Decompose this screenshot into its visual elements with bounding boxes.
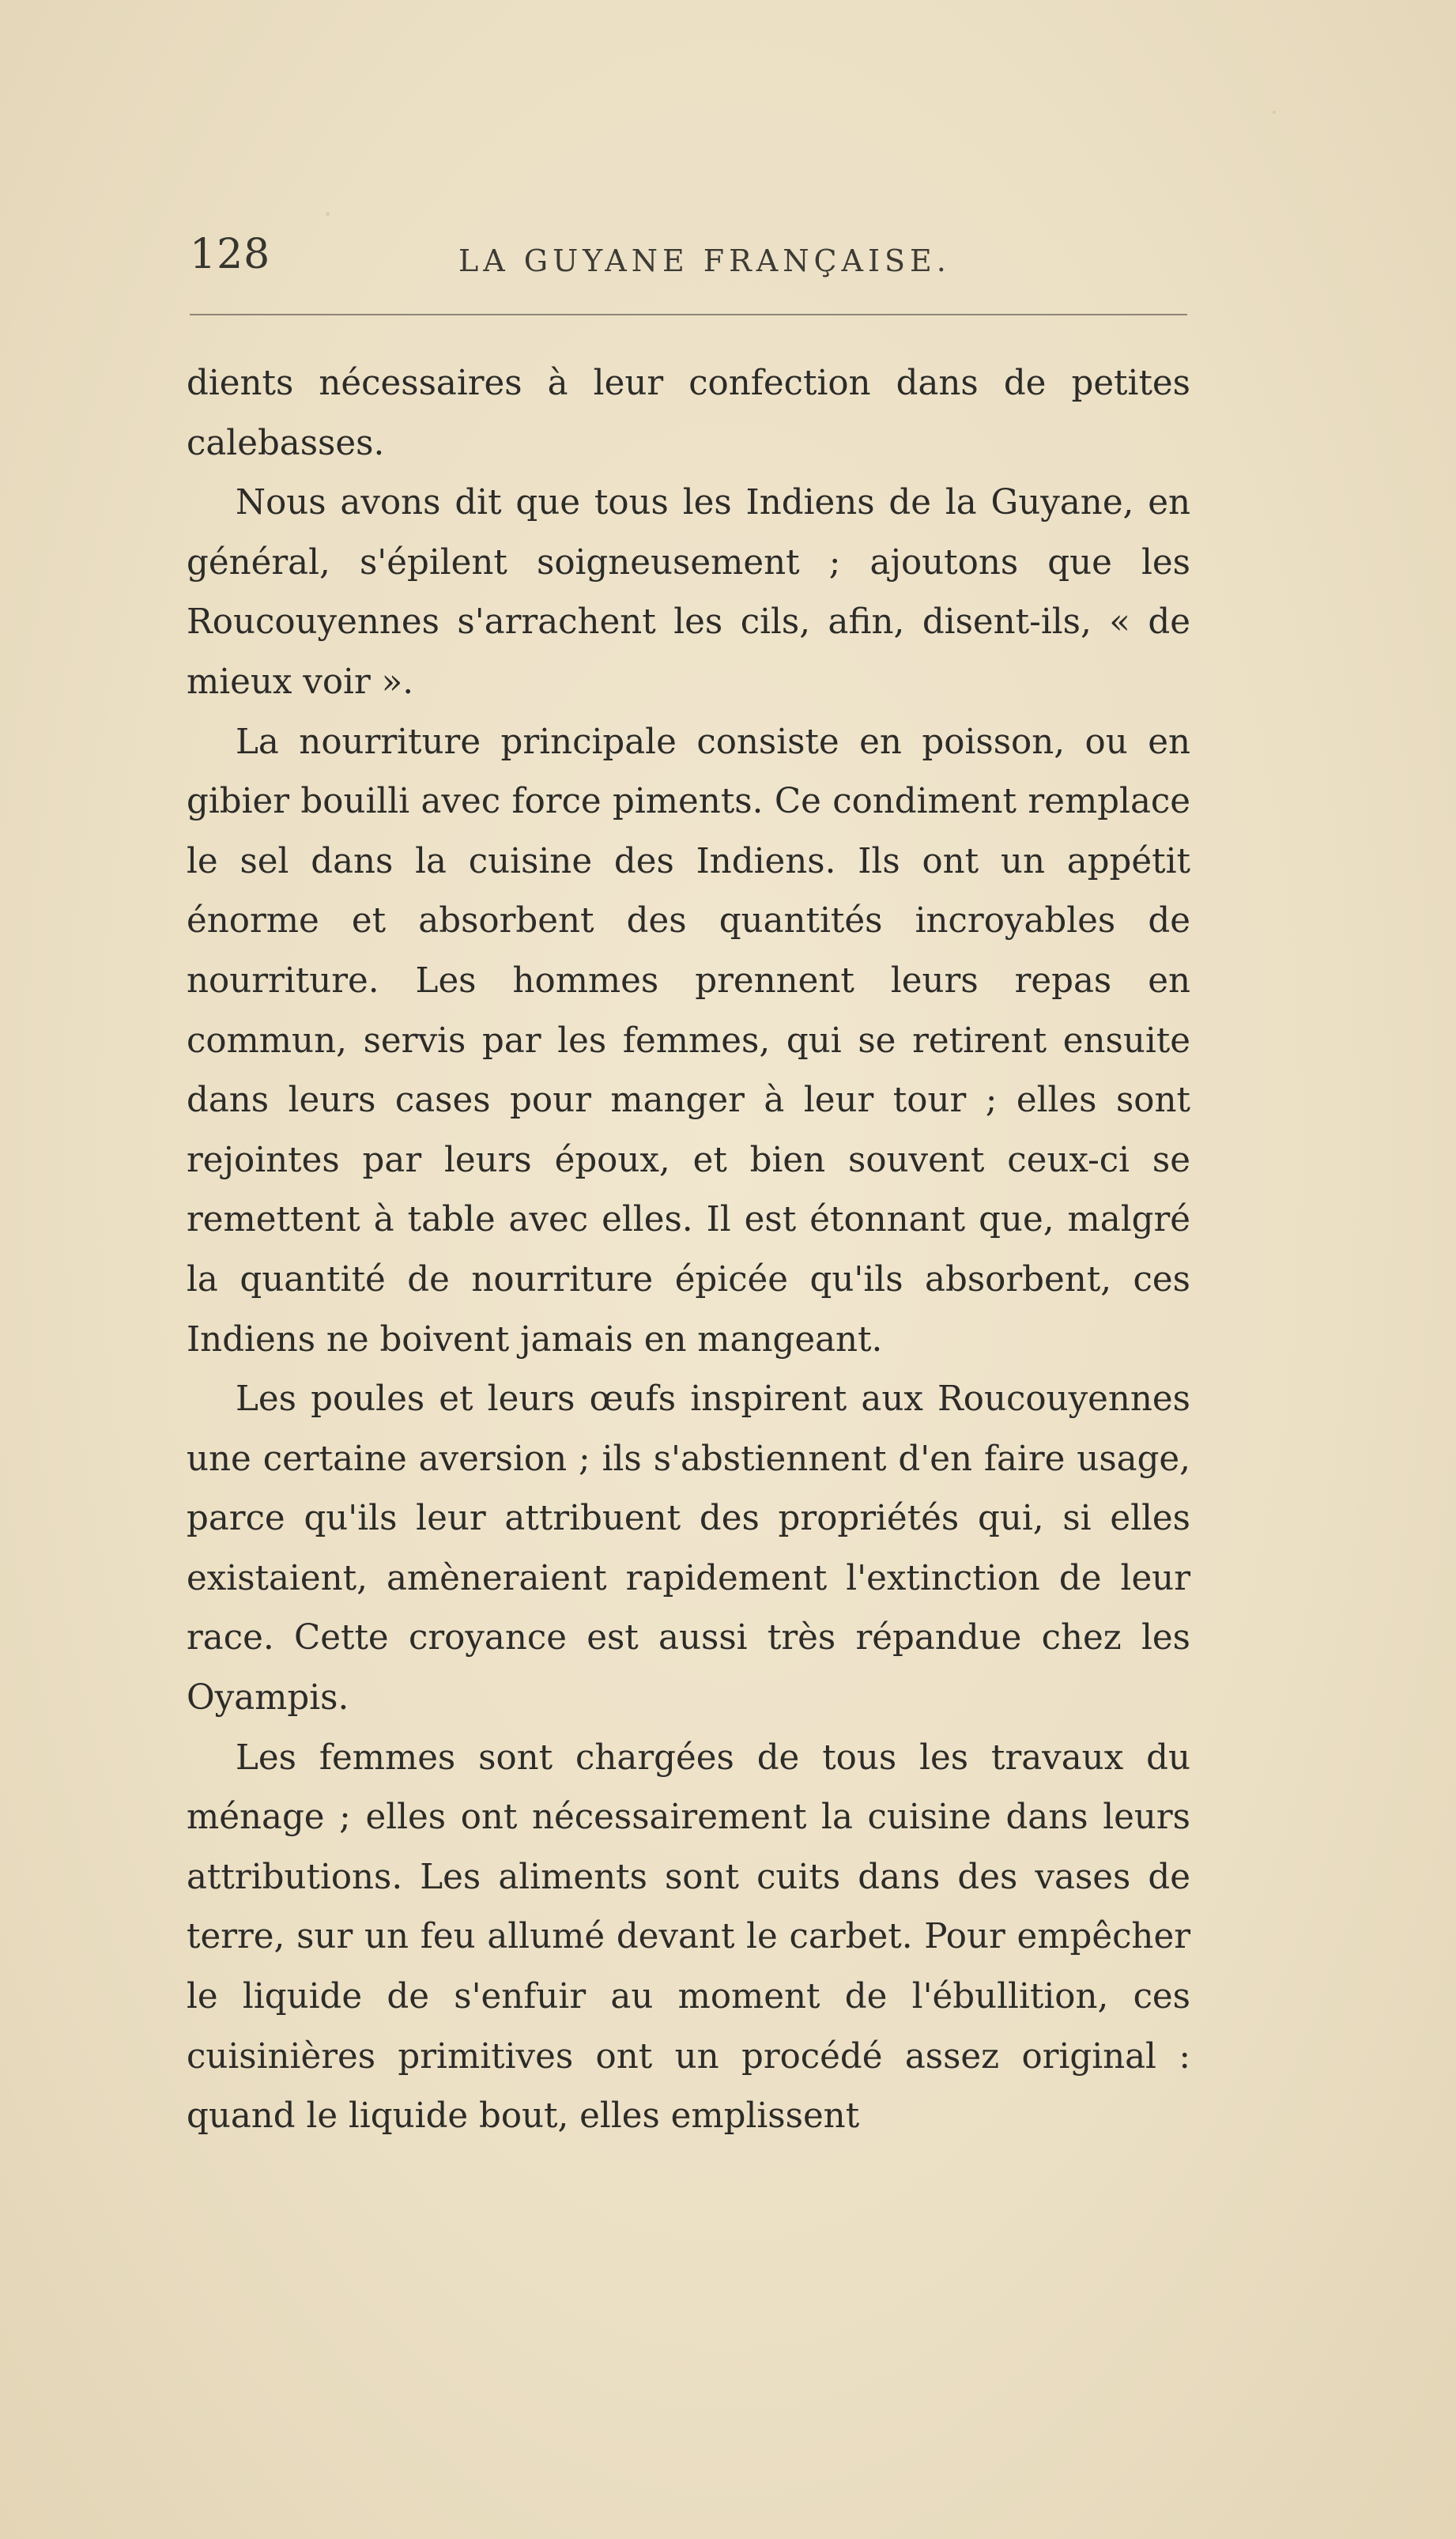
paragraph: Les poules et leurs œufs inspirent aux Roucouyennes une certaine aversion ; ils s'abstiennent d'en faire usage, parce qu'ils leur attribuent des propriétés qui, si elles existaient, amèneraient rapidement l'extinction de leur race. Cette croyance est aussi très répandue chez les Oyampis. <box>187 1379 1190 1718</box>
paragraph: La nourriture principale consiste en poisson, ou en gibier bouilli avec force piments. Ce condiment remplace le sel dans la cuisine des Indiens. Ils ont un appétit énorme et absorbent des quantités incroyables de nourriture. Les hommes prennent leurs repas en commun, servis par les femmes, qui se retirent ensuite dans leurs cases pour manger à leur tour ; elles sont rejointes par leurs époux, et bien souvent ceux-ci se remettent à table avec elles. Il est étonnant que, malgré la quantité de nourriture épicée qu'ils absorbent, ces Indiens ne boivent jamais en mangeant. <box>187 722 1190 1360</box>
page-number: 128 <box>190 231 271 278</box>
header-rule <box>190 314 1187 315</box>
running-title: LA GUYANE FRANÇAISE. <box>458 243 951 278</box>
paragraph: dients nécessaires à leur confection dans de petites calebasses. <box>187 364 1190 463</box>
paper-speck <box>326 212 330 216</box>
body-text <box>187 354 1190 2147</box>
page-header <box>190 231 1187 294</box>
paragraph: Nous avons dit que tous les Indiens de la Guyane, en général, s'épilent soigneusement ; ajoutons que les Roucouyennes s'arrachent les cils, afin, disent-ils, « de mieux voir ». <box>187 483 1190 702</box>
paragraph: Les femmes sont chargées de tous les travaux du ménage ; elles ont nécessairement la cuisine dans leurs attributions. Les aliments sont cuits dans des vases de terre, sur un feu allumé devant le carbet. Pour empêcher le liquide de s'enfuir au moment de l'ébullition, ces cuisinières primitives ont un procédé assez original : quand le liquide bout, elles emplissent <box>187 1737 1190 2137</box>
paper-speck <box>1273 111 1276 114</box>
